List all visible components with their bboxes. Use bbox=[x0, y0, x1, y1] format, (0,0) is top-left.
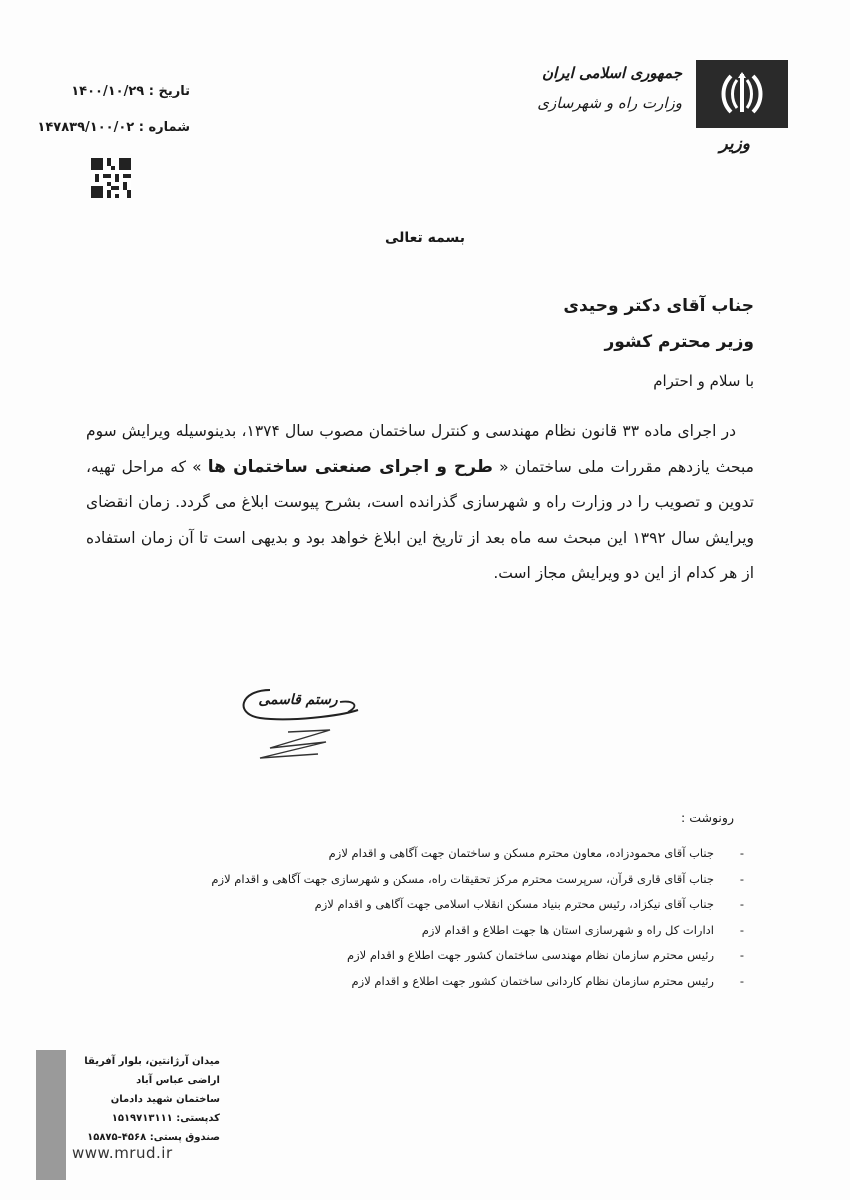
date-value: ۱۴۰۰/۱۰/۲۹ bbox=[71, 84, 145, 99]
cc-item: - جناب آقای قاری قرآن، سرپرست محترم مرکز تحقیقات راه، مسکن و شهرسازی جهت آگاهی و اقدام لازم bbox=[211, 871, 744, 886]
footer-website-link[interactable]: www.mrud.ir bbox=[72, 1144, 173, 1162]
footer-address-line: ساختمان شهید دادمان bbox=[110, 1094, 220, 1105]
letter-body bbox=[86, 414, 754, 592]
letterhead-ministry: وزارت راه و شهرسازی bbox=[537, 94, 682, 112]
signatory-name: رستم قاسمی bbox=[258, 692, 338, 708]
number-value: ۱۴۷۸۳۹/۱۰۰/۰۲ bbox=[37, 120, 135, 135]
letterhead-country: جمهوری اسلامی ایران bbox=[541, 64, 682, 82]
body-bold-title: طرح و اجرای صنعتی ساختمان ها bbox=[207, 456, 493, 477]
footer-postal-code: کدپستی: ۱۵۱۹۷۱۳۱۱۱ bbox=[111, 1113, 220, 1124]
footer-po-box: صندوق پستی: ۴۵۶۸-۱۵۸۷۵ bbox=[87, 1132, 220, 1143]
basmala-heading: بسمه تعالی bbox=[384, 230, 466, 246]
body-part-1: در اجرای ماده ۳۳ قانون نظام مهندسی و کنترل ساختمان مصوب سال ۱۳۷۴، بدینوسیله ویرایش سوم مبحث یازدهم مقررات ملی ساختمان « bbox=[86, 422, 754, 476]
cc-item: - رئیس محترم سازمان نظام مهندسی ساختمان کشور جهت اطلاع و اقدام لازم bbox=[346, 948, 744, 963]
body-part-2: » که مراحل تهیه، تدوین و تصویب را در وزارت راه و شهرسازی گذرانده است، بشرح پیوست ابلاغ می گردد. زمان انقضای ویرایش سال ۱۳۹۲ این مبحث سه ماه بعد از تاریخ این ابلاغ خواهد بود و بدیهی است تا آن زمان استفاده از هر کدام از این دو ویرایش مجاز است. bbox=[86, 457, 754, 582]
iran-emblem-logo bbox=[696, 60, 788, 128]
number-label: شماره : bbox=[138, 120, 190, 135]
footer-address bbox=[70, 1052, 220, 1147]
emblem-icon bbox=[717, 70, 767, 118]
number-line bbox=[30, 120, 190, 135]
cc-item: - جناب آقای نیکزاد، رئیس محترم بنیاد مسکن انقلاب اسلامی جهت آگاهی و اقدام لازم bbox=[314, 897, 744, 912]
handwritten-signature bbox=[230, 676, 370, 768]
footer-address-line: اراضی عباس آباد bbox=[136, 1075, 220, 1086]
date-line bbox=[70, 84, 190, 99]
letterhead-minister-label: وزیر bbox=[719, 134, 750, 154]
qr-code-icon bbox=[91, 158, 131, 198]
greeting: با سلام و احترام bbox=[653, 372, 754, 390]
cc-list bbox=[94, 846, 744, 1000]
footer-accent-bar bbox=[36, 1050, 66, 1180]
cc-item: - ادارات کل راه و شهرسازی استان ها جهت اطلاع و اقدام لازم bbox=[421, 922, 744, 937]
footer-address-line: میدان آرژانتین، بلوار آفریقا bbox=[84, 1056, 220, 1067]
recipient-title: وزیر محترم کشور bbox=[604, 332, 754, 352]
cc-title: رونوشت : bbox=[681, 810, 734, 825]
date-label: تاریخ : bbox=[148, 84, 190, 99]
recipient-name: جناب آقای دکتر وحیدی bbox=[563, 296, 754, 316]
cc-item: - رئیس محترم سازمان نظام کاردانی ساختمان کشور جهت اطلاع و اقدام لازم bbox=[351, 973, 744, 988]
cc-item: - جناب آقای محمودزاده، معاون محترم مسکن و ساختمان جهت آگاهی و اقدام لازم bbox=[328, 846, 744, 860]
